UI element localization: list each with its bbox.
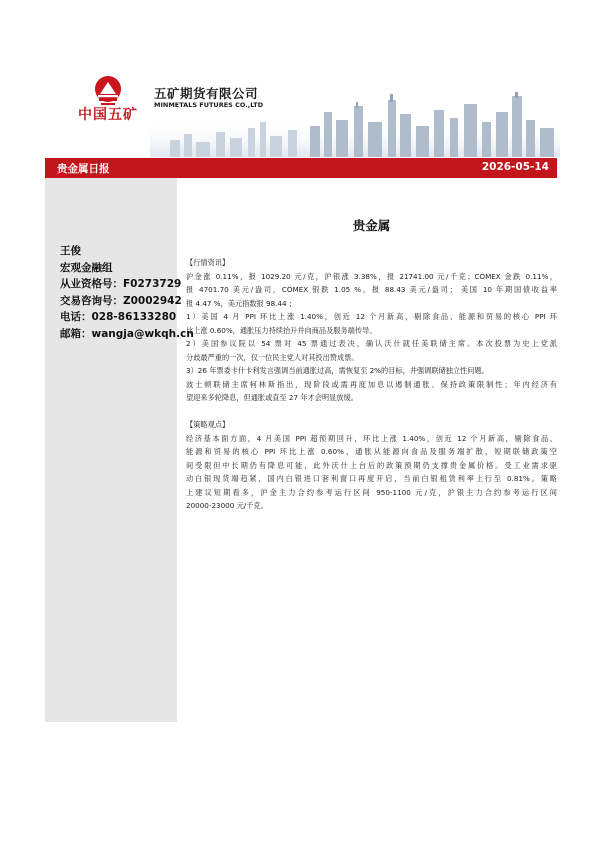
paragraph-line: 能源和贸易的核心 PPI 环比上涨 0.60%，通胀从能源向食品及服务端扩散，短期联储政策空 <box>186 447 557 456</box>
author-consult-number: 交易咨询号：Z0002942 <box>60 294 182 307</box>
company-name-cn: 五矿期货有限公司 <box>154 86 259 101</box>
paragraph-line: 望迎来多轮降息，但通胀或直至 27 年才会明显放缓。 <box>186 393 358 402</box>
paragraph-line: 沪金涨 0.11%，报 1029.20 元/克，沪银涨 3.38%，报 21741.00 元/千克；COMEX 金跌 0.11%， <box>186 271 557 281</box>
paragraph-line: 间受限但中长期仍有降息可能，此外沃什上台后的政策预期仍支撑贵金属价格。受工业需求驱 <box>186 460 557 470</box>
paragraph-line: 动白银现货端趋紧，国内白银进口套利窗口再度开启，当前白银租赁利率上行至 0.81%。策略 <box>186 474 557 483</box>
paragraph-line: 经济基本面方面，4 月美国 PPI 超预期回升，环比上涨 1.40%，创近 12 个月新高，剔除食品、 <box>186 433 557 443</box>
report-name: 贵金属日报 <box>57 163 110 175</box>
paragraph-line: 1）美国 4 月 PPI 环比上涨 1.40%，创近 12 个月新高，剔除食品、能源和贸易的核心 PPI 环 <box>186 312 557 321</box>
minmetals-logo-icon <box>91 74 125 108</box>
report-title-bar <box>45 158 557 178</box>
document-title: 贵金属 <box>352 218 391 233</box>
paragraph-line: 比上涨 0.60%，通胀压力持续抬升并向商品及服务端传导。 <box>186 325 377 335</box>
strategy-heading: 【策略观点】 <box>186 420 230 429</box>
paragraph-line: 报 4701.70 美元/盎司，COMEX 银跌 1.05 %，报 88.43 美元/盎司； 美国 10 年期国债收益率 <box>186 285 557 294</box>
paragraph-line: 上建议短期看多，沪金主力合约参考运行区间 950-1100 元/克，沪银主力合约参考运行区间 <box>186 487 557 497</box>
strategy-section <box>186 418 557 513</box>
market-news-section <box>186 256 557 405</box>
city-skyline-image <box>150 92 560 157</box>
author-name: 王俊 <box>60 245 81 257</box>
author-group: 宏观金融组 <box>60 261 113 274</box>
paragraph-line: 3）26 年票委卡什卡利发言强调当前通胀过高，需恢复至 2%的目标，并强调联储独立性问题。 <box>186 366 489 375</box>
paragraph-line: 分歧最严重的一次，仅一位民主党人对其投出赞成票。 <box>186 352 359 362</box>
author-phone: 电话：028-86133280 <box>60 311 177 323</box>
paragraph-line: 报 4.47 %，美元指数报 98.44 ； <box>186 298 297 308</box>
report-header <box>0 0 595 175</box>
logo-text: 中国五矿 <box>78 107 138 123</box>
market-news-heading: 【行情资讯】 <box>186 258 230 267</box>
author-email: 邮箱：wangja@wkqh.cn <box>60 327 194 340</box>
paragraph-line: 2）美国参议院以 54 票对 45 票通过表决，确认沃什就任美联储主席。本次投票为史上党派 <box>186 339 557 348</box>
paragraph-line: 波士顿联储主席柯林斯指出，现阶段或需再度加息以遏制通胀、保持政策限制性；年内经济有 <box>186 379 557 389</box>
author-qualification: 从业资格号：F0273729 <box>60 278 182 290</box>
report-date: 2026-05-14 <box>481 161 549 173</box>
author-info <box>60 243 194 342</box>
paragraph-line: 20000-23000 元/千克。 <box>186 501 268 510</box>
company-name-en: MINMETALS FUTURES CO.,LTD <box>154 101 264 109</box>
